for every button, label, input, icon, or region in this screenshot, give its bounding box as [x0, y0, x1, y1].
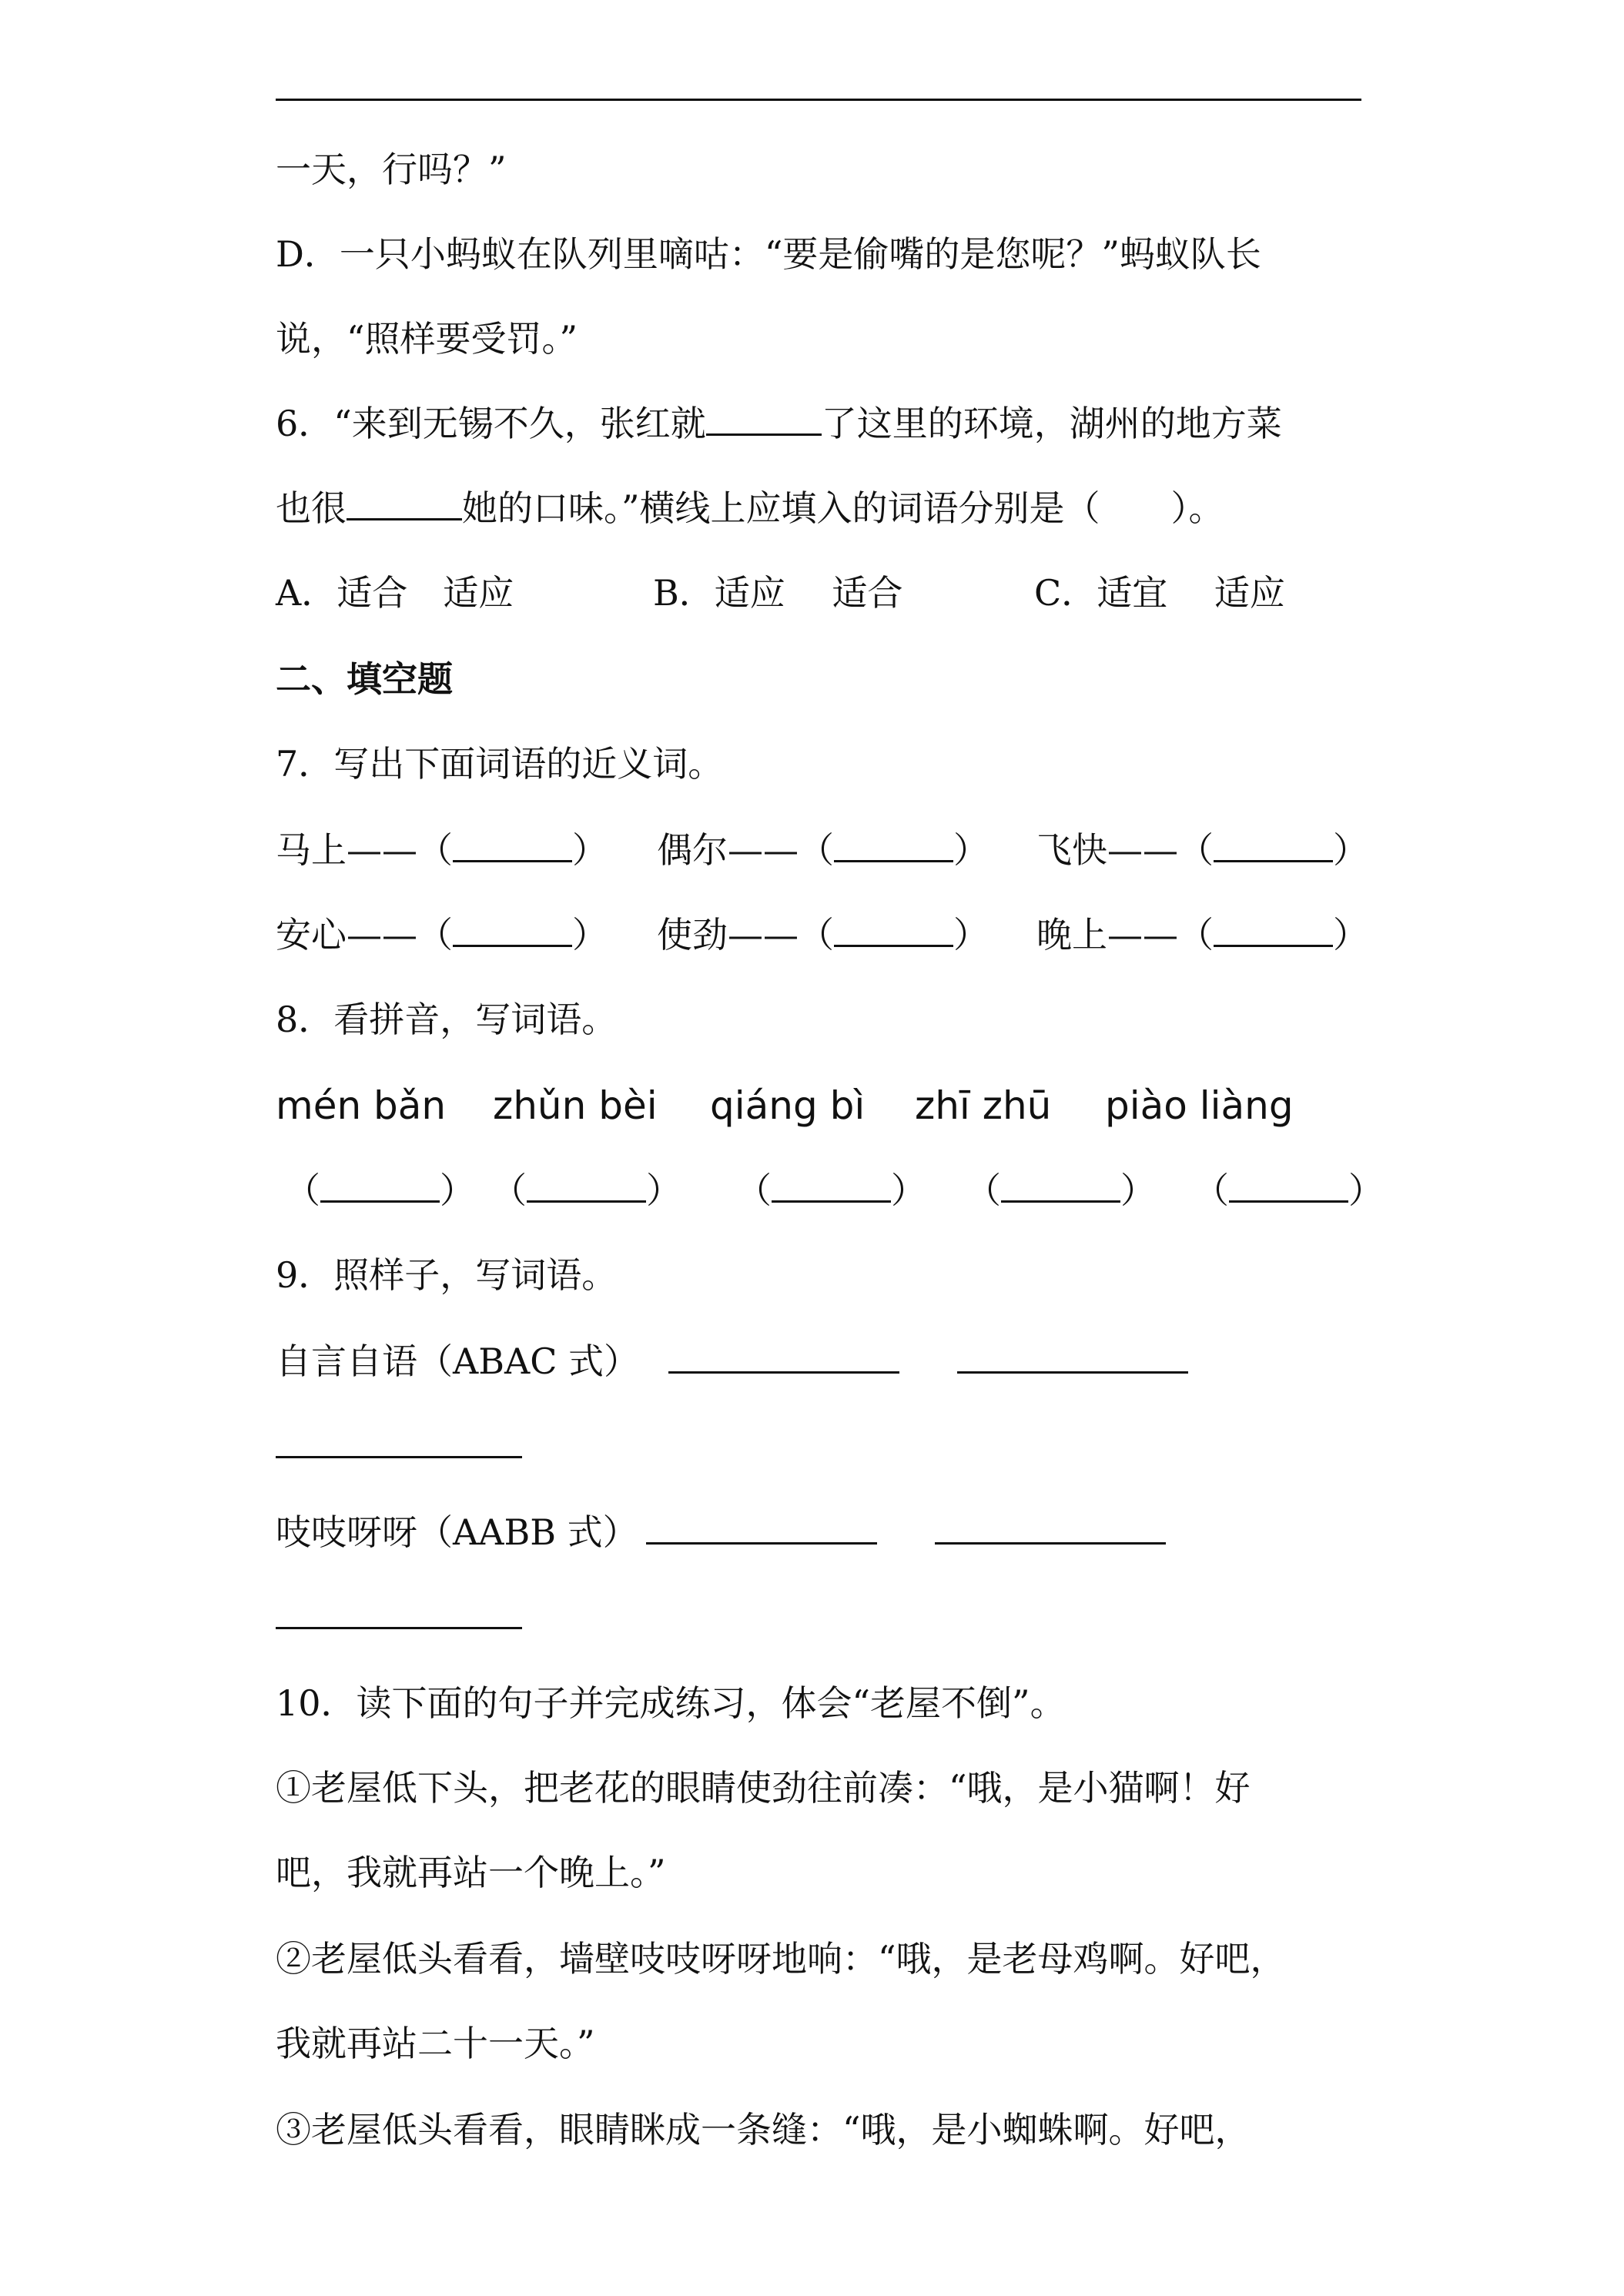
q9-example-1-cont [276, 1421, 1369, 1471]
q8-answer: （ ） [1194, 1170, 1384, 1211]
q7-blank[interactable] [1214, 829, 1333, 862]
q9-blank[interactable] [276, 1596, 522, 1629]
q10-sentence-2a: ②老屋低头看看，墙壁吱吱呀呀地响：“哦，是老母鸡啊。好吧， [276, 1938, 1286, 1980]
q8-blank[interactable] [527, 1170, 646, 1203]
q8-blank[interactable] [1229, 1170, 1348, 1203]
q7-item: 安心——（ ） [276, 914, 608, 956]
q8-title: 8．看拼音，写词语。 [276, 999, 618, 1040]
q8-answer: （ ） [966, 1170, 1156, 1211]
q7-blank[interactable] [453, 914, 572, 947]
q9-blank[interactable] [646, 1511, 877, 1545]
q8-answer: （ ） [491, 1170, 681, 1211]
q8-blank[interactable] [772, 1170, 891, 1203]
q9-ex2-label: 吱吱呀呀（AABB 式） [276, 1511, 638, 1553]
q7-blank[interactable] [1214, 914, 1333, 947]
q9-blank[interactable] [957, 1340, 1188, 1374]
q9-blank[interactable] [935, 1511, 1166, 1545]
q9-example-2 [276, 1508, 1369, 1557]
q6-text-a: 6．“来到无锡不久，张红就 [276, 403, 706, 444]
q8-pinyin-row [276, 1081, 1369, 1130]
q7-item: 晚上——（ ） [1036, 914, 1368, 956]
section-heading: 二、填空题 [276, 658, 453, 700]
q7-blank[interactable] [453, 829, 572, 862]
q9-example-1 [276, 1337, 1369, 1386]
q5-option-d-line1: D．一只小蚂蚁在队列里嘀咕：“要是偷嘴的是您呢？”蚂蚁队长 [276, 233, 1261, 275]
q7-blank[interactable] [834, 829, 953, 862]
q6-text-c: 也很 [276, 487, 347, 529]
q9-example-2-cont [276, 1592, 1369, 1642]
q8-answer: （ ） [736, 1170, 926, 1211]
q6-blank-2[interactable] [347, 487, 462, 520]
q5-continuation: 一天，行吗？” [276, 149, 507, 190]
q8-answer-row [276, 1166, 1384, 1215]
q9-blank[interactable] [668, 1340, 899, 1374]
q6-text-b: 了这里的环境，湖州的地方菜 [821, 403, 1282, 444]
q6-option-c: C．适宜 适应 [1034, 572, 1285, 614]
q7-item: 偶尔——（ ） [657, 829, 989, 871]
q10-sentence-1a: ①老屋低下头，把老花的眼睛使劲往前凑：“哦，是小猫啊！好 [276, 1767, 1251, 1809]
pinyin-word: zhǔn bèi [493, 1083, 658, 1128]
header-rule [276, 99, 1361, 101]
q9-title: 9．照样子，写词语。 [276, 1254, 618, 1296]
q10-sentence-3a: ③老屋低头看看，眼睛眯成一条缝：“哦，是小蜘蛛啊。好吧， [276, 2109, 1251, 2150]
q8-blank[interactable] [320, 1170, 440, 1203]
q7-title: 7．写出下面词语的近义词。 [276, 743, 724, 785]
q10-title: 10．读下面的句子并完成练习，体会“老屋不倒”。 [276, 1682, 1066, 1724]
q10-sentence-1b: 吧，我就再站一个晚上。” [276, 1852, 666, 1893]
pinyin-word: zhī zhū [915, 1083, 1052, 1128]
q7-item: 马上——（ ） [276, 829, 608, 871]
pinyin-word: mén bǎn [276, 1083, 447, 1128]
pinyin-word: qiáng bì [710, 1083, 866, 1128]
q6-options [276, 568, 1369, 618]
q7-item: 使劲——（ ） [657, 914, 989, 956]
pinyin-word: piào liàng [1105, 1083, 1294, 1128]
q7-row-1 [276, 825, 1369, 875]
q7-row-2 [276, 910, 1369, 959]
q7-blank[interactable] [834, 914, 953, 947]
q8-answer: （ ） [285, 1170, 475, 1211]
q10-sentence-2b: 我就再站二十一天。” [276, 2023, 595, 2064]
q6-option-a: A．适合 适应 [276, 572, 514, 614]
q5-option-d-line2: 说，“照样要受罚。” [276, 318, 578, 360]
q6-line2 [276, 484, 1369, 533]
q6-blank-1[interactable] [706, 403, 822, 436]
q6-option-b: B．适应 适合 [653, 572, 903, 614]
q7-item: 飞快——（ ） [1036, 829, 1368, 871]
q6-line1 [276, 399, 1369, 448]
q6-text-d: 她的口味。”横线上应填入的词语分别是（ ）。 [462, 487, 1224, 529]
q8-blank[interactable] [1001, 1170, 1120, 1203]
q9-blank[interactable] [276, 1425, 522, 1458]
q9-ex1-label: 自言自语（ABAC 式） [276, 1340, 640, 1382]
